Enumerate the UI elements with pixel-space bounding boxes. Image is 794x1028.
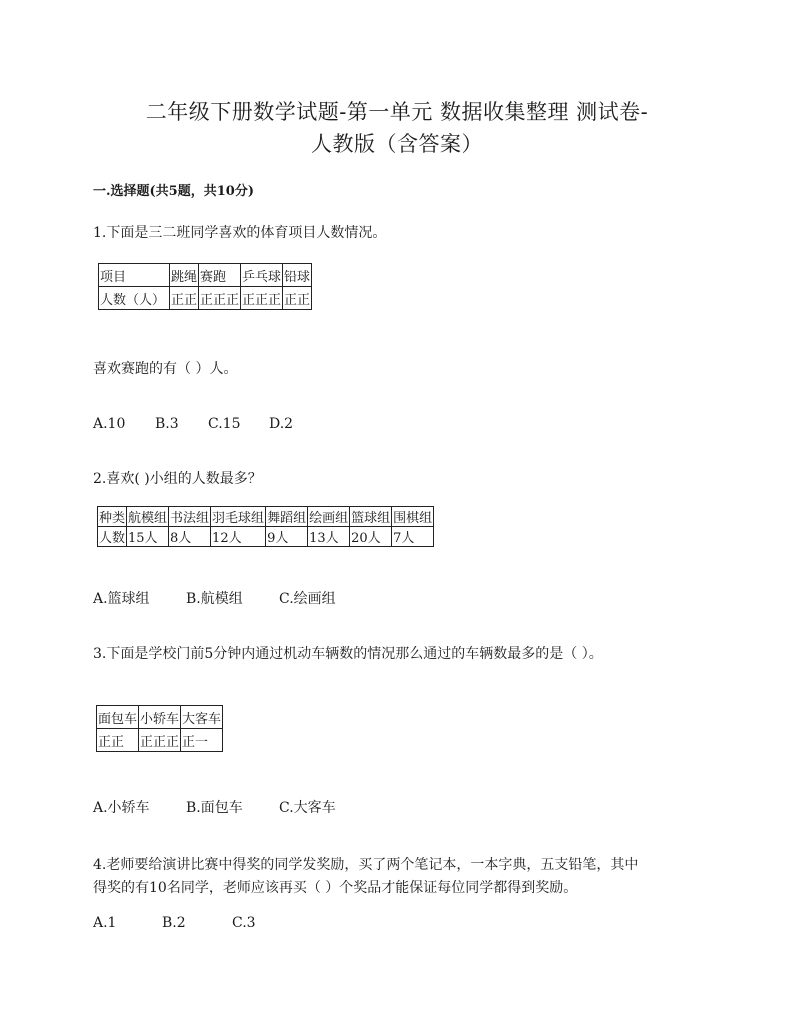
table-cell: 围棋组 bbox=[392, 507, 434, 527]
question-1-option-c: C.15 bbox=[208, 416, 241, 432]
question-2-text: 2.喜欢( )小组的人数最多？ bbox=[93, 471, 262, 487]
table-row bbox=[97, 729, 223, 752]
question-2-option-a: A.篮球组 bbox=[93, 591, 150, 607]
table-cell: 项目 bbox=[99, 264, 170, 287]
table-cell: 15人 bbox=[127, 527, 169, 547]
table-cell: 赛跑 bbox=[199, 264, 241, 287]
table-cell: 乒乓球 bbox=[241, 264, 283, 287]
table-cell: 13人 bbox=[308, 527, 350, 547]
table-cell: 人数 bbox=[98, 527, 127, 547]
table-cell: 9人 bbox=[266, 527, 308, 547]
table-cell: 正正 bbox=[97, 729, 139, 752]
table-cell: 7人 bbox=[392, 527, 434, 547]
table-cell: 航模组 bbox=[127, 507, 169, 527]
question-3-option-b: B.面包车 bbox=[186, 800, 243, 816]
question-1-option-b: B.3 bbox=[155, 416, 179, 432]
question-2-option-c: C.绘画组 bbox=[279, 591, 336, 607]
table-row bbox=[99, 287, 312, 310]
table-row bbox=[97, 706, 223, 729]
table-cell: 20人 bbox=[350, 527, 392, 547]
table-cell: 书法组 bbox=[169, 507, 211, 527]
question-3-table bbox=[96, 705, 223, 752]
table-cell: 正正正 bbox=[139, 729, 181, 752]
table-cell: 正正正 bbox=[199, 287, 241, 310]
question-2-table bbox=[97, 506, 434, 547]
table-cell: 铅球 bbox=[283, 264, 312, 287]
table-cell: 羽毛球组 bbox=[211, 507, 266, 527]
question-4-text-line2: 得奖的有10名同学，老师应该再买（ ）个奖品才能保证每位同学都得到奖励。 bbox=[93, 880, 578, 896]
table-cell: 小轿车 bbox=[139, 706, 181, 729]
table-cell: 篮球组 bbox=[350, 507, 392, 527]
table-row bbox=[99, 264, 312, 287]
page-title-line1: 二年级下册数学试题-第一单元 数据收集整理 测试卷- bbox=[145, 100, 649, 124]
question-3-option-c: C.大客车 bbox=[279, 800, 336, 816]
question-1-option-d: D.2 bbox=[269, 416, 294, 432]
table-row bbox=[98, 507, 434, 527]
section-heading: 一.选择题(共5题，共10分) bbox=[93, 184, 254, 199]
table-cell: 面包车 bbox=[97, 706, 139, 729]
page-title-line2: 人教版（含答案） bbox=[311, 132, 483, 156]
question-3-text: 3.下面是学校门前5分钟内通过机动车辆数的情况那么通过的车辆数最多的是（ ）。 bbox=[93, 646, 603, 662]
question-1-table bbox=[98, 263, 312, 310]
question-1-option-a: A.10 bbox=[93, 416, 126, 432]
question-3-option-a: A.小轿车 bbox=[93, 800, 150, 816]
table-cell: 跳绳 bbox=[170, 264, 199, 287]
table-cell: 正正正 bbox=[241, 287, 283, 310]
question-4-option-c: C.3 bbox=[232, 915, 256, 931]
table-cell: 绘画组 bbox=[308, 507, 350, 527]
table-cell: 8人 bbox=[169, 527, 211, 547]
table-cell: 种类 bbox=[98, 507, 127, 527]
question-1-prompt: 喜欢赛跑的有（ ）人。 bbox=[93, 361, 238, 377]
table-cell: 正正 bbox=[283, 287, 312, 310]
table-cell: 正一 bbox=[181, 729, 223, 752]
question-4-option-b: B.2 bbox=[162, 915, 186, 931]
table-cell: 人数（人） bbox=[99, 287, 170, 310]
table-cell: 大客车 bbox=[181, 706, 223, 729]
question-4-option-a: A.1 bbox=[93, 915, 117, 931]
table-cell: 正正 bbox=[170, 287, 199, 310]
question-1-text: 1.下面是三二班同学喜欢的体育项目人数情况。 bbox=[93, 225, 387, 241]
question-2-option-b: B.航模组 bbox=[186, 591, 243, 607]
table-cell: 12人 bbox=[211, 527, 266, 547]
question-4-text-line1: 4.老师要给演讲比赛中得奖的同学发奖励，买了两个笔记本，一本字典，五支铅笔，其中 bbox=[93, 857, 639, 873]
table-row bbox=[98, 527, 434, 547]
table-cell: 舞蹈组 bbox=[266, 507, 308, 527]
